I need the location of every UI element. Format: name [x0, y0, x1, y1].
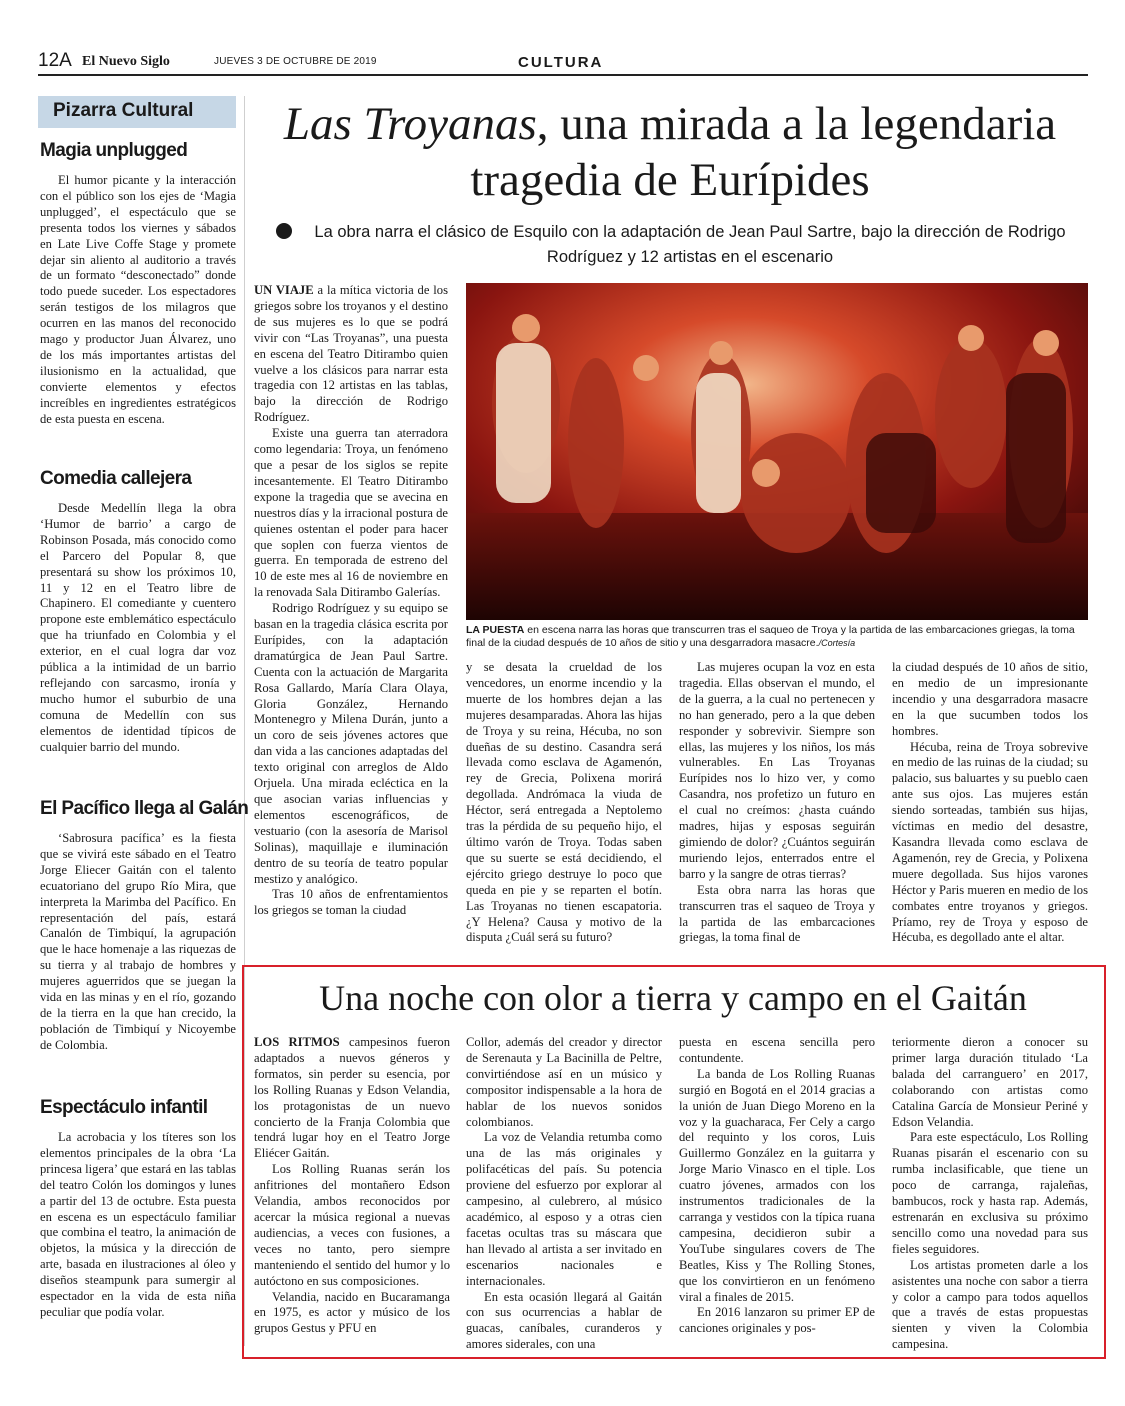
paragraph: Tras 10 años de enfrentamientos los griegos se toman la ciudad: [254, 887, 448, 918]
photo-caption: [466, 624, 1088, 650]
page-header: [38, 50, 1088, 76]
article-headline: [250, 96, 1090, 208]
paragraph: Rodrigo Rodríguez y su equipo se basan en la tragedia clásica escrita por Eurípides, con la adaptación dramatúrgica de Jean Paul Sartre. Cuenta con la actuación de Margarita Rosa Gallardo, María Clara Olaya, Gloria González, Hernando Montenegro y Milena Durán, junto a un coro de seis jóvenes actores que dan vida a las canciones adaptadas del texto original con arreglos de Aldo Orjuela. Una mirada ecléctica en la que asocian varias influencias y elementos escenográficos, de vestuario (con la asesoría de Marisol Solinas), maquillaje e iluminación dentro de su teoría de teatro popular mestizo y analógico.: [254, 601, 448, 886]
sidebar-text: El humor picante y la interacción con el público son los ejes de ‘Magia unplugged’, el espectáculo que se presenta todos los viernes y sábados en Late Live Coffe Stage y promete dejar sin aliento al auditorio a través de un formato “desconectado” donde todo puede suceder. Los espectadores serán testigos de los milagros que ocurren en las manos del reconocido mago y productor Juan Álvarez, uno de los más importantes artistas del ilusionismo en la actualidad, que convierte elementos y efectos increíbles en ingredientes estratégicos de esta puesta en escena.: [40, 173, 236, 426]
paragraph: Esta obra narra las horas que transcurren tras el saqueo de Troya y la partida de las embarcaciones griegas, la toma final de: [679, 882, 875, 945]
paragraph: Velandia, nacido en Bucaramanga en 1975, es actor y músico de los grupos Gestus y PFU en: [254, 1289, 450, 1336]
paragraph: Los artistas prometen darle a los asistentes una noche con sabor a tierra y color a campo para todos aquellos que a través de estas propuestas sienten y viven la Colombia campesina.: [892, 1257, 1088, 1352]
paragraph: puesta en escena sencilla pero contundente.: [679, 1035, 875, 1065]
paragraph: a la mítica victoria de los griegos sobre los troyanos y el destino de sus mujeres es lo que se podrá vivir con “Las Troyanas”, una puesta en escena del Teatro Ditirambo quien vuelve a los clásicos para narrar esta tragedia con 12 artistas en las tablas, bajo la dirección de Rodrigo Rodríguez.: [254, 283, 448, 425]
sidebar-heading: Espectáculo infantil: [40, 1097, 208, 1118]
headline-rest: , una mirada a la legendaria tragedia de Eurípides: [470, 98, 1057, 206]
sidebar-title: Pizarra Cultural: [53, 100, 194, 121]
paragraph: la ciudad después de 10 años de sitio, en medio de un impresionante incendio y una desgarradora masacre en la que sucumben todos los hombres.: [892, 660, 1088, 738]
stage-photo-image: [466, 283, 1088, 620]
page-number: 12A: [38, 50, 72, 71]
paragraph: Los Rolling Ruanas serán los anfitriones del montañero Edson Velandia, ambos reconocidos por acercar la música regional a nuevas audiencias, a veces con fusiones, a veces no tanto, pero siempre manteniendo el sentido del humor y lo autóctono en sus composiciones.: [254, 1162, 450, 1288]
photo-credit: /Cortesía: [818, 638, 856, 648]
article-deck: La obra narra el clásico de Esquilo con la adaptación de Jean Paul Sartre, bajo la dirección de Rodrigo Rodríguez y 12 artistas en el escenario: [314, 223, 1066, 266]
issue-date: JUEVES 3 DE OCTUBRE DE 2019: [214, 56, 377, 67]
paragraph: La voz de Velandia retumba como una de las más originales y polifacéticas del país. Su potencia proviene del esfuerzo por explorar al campesino, al culebrero, al músico académico, al esposo y a otras cien facetas ocultas tras su máscara que han llevado al artista a ser invitado en escenarios nacionales e internacionales.: [466, 1130, 662, 1288]
paragraph: Existe una guerra tan aterradora como legendaria: Troya, un fenómeno que a pesar de los siglos se repite incesantemente. El Teatro Ditirambo expone la tragedia que se avecina en nuestros días y la irracional postura de quienes ostentan el poder para hacer que soplen con fuerza vientos de guerra. En temporada de estreno del 10 de este mes al 16 de noviembre en la renovada Sala Ditirambo Galerías.: [254, 426, 448, 600]
paragraph: En esta ocasión llegará al Gaitán con sus ocurrencias a hablar de guacas, caníbales, curanderos y amores siderales, con una: [466, 1289, 662, 1352]
bullet-icon: [276, 223, 292, 239]
article-column-3: [679, 660, 875, 946]
paragraph: campesinos fueron adaptados a nuevos géneros y formatos, sin perder su esencia, por los Rolling Ruanas y Edson Velandia, los protagonistas de un nuevo concierto de la Franja Colombia que tendrá lugar hoy en el Teatro Jorge Eliécer Gaitán.: [254, 1035, 451, 1161]
paragraph: teriormente dieron a conocer su primer larga duración titulado ‘La balada del carranguero’ en 2017, colaborando con artistas como Catalina García de Monsieur Periné y Edson Velandia.: [892, 1035, 1088, 1129]
box-column-4: [892, 1035, 1088, 1353]
stage-photo: [466, 283, 1088, 620]
paragraph: Collor, además del creador y director de Serenauta y La Bacinilla de Peltre, convirtiéndose así en un músico y compositor indispensable a la hora de hablar de los nuevos sonidos colombianos.: [466, 1035, 662, 1129]
article-column-4: [892, 660, 1088, 946]
sidebar-text: ‘Sabrosura pacífica’ es la fiesta que se vivirá este sábado en el Teatro Jorge Eliecer Gaitán con el talento ecuatoriano del grupo Río Mira, que interpreta la Marimba del Pacífico. En representación del país, estará Canalón de Timbiquí, la agrupación que le hace homenaje a las riquezas de su tierra y al trabajo de hombres y mujeres aguerridos que se juegan la vida en las minas y en el río, gozando de la tierra en la que han crecido, la población de Timbiquí y Nicoyembe de Colombia.: [40, 831, 236, 1052]
sidebar-heading: Magia unplugged: [40, 140, 188, 161]
paragraph: Hécuba, reina de Troya sobrevive en medio de las ruinas de la ciudad; su palacio, sus baluartes y su pueblo caen ante sus ojos. Las mujeres están siendo sorteadas, también sus hijas, víctimas en medio del desastre, Kasandra llevada como esclava de Agamenón, rey de Grecia, y Polixena muere degollada. Sus hijos varones Héctor y Paris mueren en medio de los combates entre troyanos y griegos. Príamo, rey de Troya y esposo de Hécuba, es degollado ante el altar.: [892, 739, 1088, 945]
article-column-1: [254, 283, 448, 919]
box-column-2: [466, 1035, 662, 1353]
box-headline: Una noche con olor a tierra y campo en el Gaitán: [319, 978, 1027, 1018]
sidebar-text: La acrobacia y los títeres son los elementos principales de la obra ‘La princesa ligera’ que estará en las tablas del teatro Colón los domingos y lunes a partir del 13 de octubre. Esta puesta en escena es un espectáculo familiar que combina el teatro, la animación de objetos, la música y la dirección de arte, basada en ilustraciones al óleo y diseños steampunk para sumergir al espectador en la vida de esta niña peculiar que podía volar.: [40, 1130, 236, 1319]
paragraph: Para este espectáculo, Los Rolling Ruanas pisarán el escenario con su rumba inclasificable, que tiene un poco de carranga, rajaleñas, bambucos, rock y hasta rap. Además, estrenarán en exclusiva su próximo sencillo como una novedad para sus fieles seguidores.: [892, 1130, 1088, 1256]
caption-lead: LA PUESTA: [466, 624, 525, 636]
paragraph: En 2016 lanzaron su primer EP de canciones originales y pos-: [679, 1305, 875, 1336]
section-name: CULTURA: [518, 54, 604, 71]
caption-text: en escena narra las horas que transcurren tras el saqueo de Troya y la partida de las embarcaciones griegas, la toma final de la ciudad después de 10 años de sitio y una desgarradora masacre.: [466, 624, 1075, 649]
newspaper-name: El Nuevo Siglo: [82, 54, 170, 69]
box-column-1: [254, 1035, 450, 1337]
lead-in: LOS RITMOS: [254, 1035, 340, 1049]
paragraph: Las mujeres ocupan la voz en esta tragedia. Ellas observan el mundo, el de la guerra, a la cual no pertenecen y no han generado, pero a la que deben responder y sobrevivir. Siempre son ellas, las mujeres y los niños, los más vulnerables. En Las Troyanas Eurípides nos lo hizo ver, y como Casandra, nos profetizo un futuro en el cual no creímos: ¿hasta cuándo madres, hijas y esposas seguirán gimiendo de dolor? ¿Cuántos seguirán muriendo lejos, enterrados entre el barro y la sangre de otras tierras?: [679, 660, 875, 881]
sidebar-title-box: [38, 96, 236, 128]
lead-in: UN VIAJE: [254, 283, 314, 297]
sidebar-heading: Comedia callejera: [40, 468, 192, 489]
headline-italic: Las Troyanas: [283, 98, 537, 150]
article-column-2: y se desata la crueldad de los vencedores, un enorme incendio y la muerte de los hombres dejan a las mujeres desamparadas. Ahora las hijas de Troya y su reina, Hécuba, no son dueñas de su destino. Casandra será llevada como esclava de Agamenón, rey de Grecia, Polixena morirá degollada. Andrómaca la viuda de Héctor, será entregada a Neptolemo tras la pérdida de su pequeño hijo, el último varón de Troya. Todas saben que su suerte se está decidiendo, el ejército griego destruye lo poco que queda en pie y se reparten el botín. Las Troyanas no tienen escapatoria. ¿Y Helena? Causa y motivo de la disputa ¿Cuál será su futuro?: [466, 660, 662, 945]
sidebar-heading: El Pacífico llega al Galán: [40, 798, 249, 819]
paragraph: La banda de Los Rolling Ruanas surgió en Bogotá en el 2014 gracias a la unión de Juan Diego Moreno en la voz y la guacharaca, Fer Cely a cargo del requinto y los coros, Luis Guillermo González en la guitarra y Jorge Mario Vinasco en el tiple. Los cuatro jóvenes, armados con los instrumentos tradicionales de la carranga y vestidos con la típica ruana campesina, decidieron subir a YouTube singulares covers de The Beatles, Kiss y The Rolling Stones, que los convirtieron en un fenómeno viral a finales de 2015.: [679, 1066, 875, 1304]
sidebar-text: Desde Medellín llega la obra ‘Humor de barrio’ a cargo de Robinson Posada, más conocido como el Parcero del Popular 8, que presentará su show los próximos 10, 11 y 12 en el Teatro libre de Chapinero. El comediante y cuentero propone este emblemático espectáculo que ha triunfado en Colombia y el exterior, en el cual logra dar voz pública a la intimidad de un barrio reflejando con sarcasmo, ironía y mucho humor el suburbio de una comuna de Medellín con sus elementos de identidad típicos de cualquier barrio del mundo.: [40, 501, 236, 754]
box-column-3: [679, 1035, 875, 1337]
